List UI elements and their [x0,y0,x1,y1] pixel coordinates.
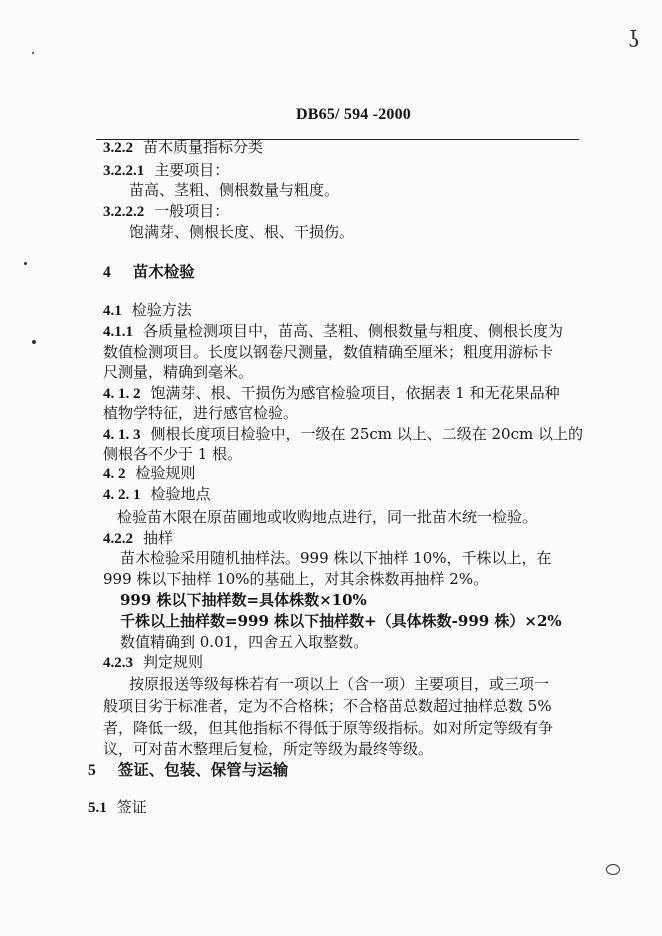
scan-speck [32,340,36,344]
paragraph-line: 按原报送等级每株若有一项以上（含一项）主要项目，或三项一 [129,675,550,693]
paragraph-line: 议，可对苗木整理后复检，所定等级为最终等级。 [103,740,434,758]
section-heading: 4. 2 检验规则 [103,464,196,482]
paragraph-line: 4. 1. 2 饱满芽、根、干损伤为感官检验项目，依据表 1 和无花果品种 [103,384,560,402]
paragraph-line: 4.1.1 各质量检测项目中，苗高、茎粗、侧根数量与粗度、侧根长度为 [103,322,564,340]
document-code: DB65/ 594 -2000 [296,106,411,123]
margin-circle-mark [606,864,620,875]
section-heading: 4.1 检验方法 [103,301,192,319]
section-heading: 3.2.2.1 主要项目： [103,161,230,179]
section-heading: 3.2.2.2 一般项目： [103,202,230,220]
paragraph-line: 苗木检验采用随机抽样法。999 株以下抽样 10%，千株以上，在 [120,549,552,567]
paragraph-line: 检验苗木限在原苗圃地或收购地点进行，同一批苗木统一检验。 [117,508,538,526]
scan-speck [32,52,34,54]
paragraph-line: 者，降低一级，但其他指标不得低于原等级指标。如对所定等级有争 [103,719,554,737]
margin-mark-top-right: ʖ [628,28,640,53]
formula-line: 999 株以下抽样数=具体株数×10% [120,591,367,609]
paragraph-line: 4. 1. 3 侧根长度项目检验中，一级在 25cm 以上、二级在 20cm 以上的 [103,425,583,443]
section-heading: 4. 2. 1 检验地点 [103,485,211,503]
chapter-heading: 5 签证、包装、保管与运输 [88,760,289,779]
section-heading: 4.2.3 判定规则 [103,653,204,671]
paragraph-line: 苗高、茎粗、侧根数量与粗度。 [129,181,340,199]
section-heading: 3.2.2 苗木质量指标分类 [103,138,264,156]
section-heading: 4.2.2 抽样 [103,529,174,547]
paragraph-line: 尺测量，精确到毫米。 [103,363,254,381]
section-heading: 5.1 签证 [88,798,147,816]
scan-speck [24,262,27,265]
chapter-heading: 4 苗木检验 [103,262,195,281]
paragraph-line: 数值检测项目。长度以钢卷尺测量，数值精确至厘米；粗度用游标卡 [103,343,554,361]
paragraph-line: 侧根各不少于 1 根。 [103,445,243,463]
paragraph-line: 般项目劣于标准者，定为不合格株；不合格苗总数超过抽样总数 5% [103,697,552,715]
paragraph-line: 数值精确到 0.01，四舍五入取整数。 [120,633,369,651]
paragraph-line: 植物学特征，进行感官检验。 [103,404,299,422]
paragraph-line: 999 株以下抽样 10%的基础上，对其余株数再抽样 2%。 [103,570,489,588]
paragraph-line: 饱满芽、侧根长度、根、干损伤。 [129,223,355,241]
formula-line: 千株以上抽样数=999 株以下抽样数+（具体株数-999 株）×2% [120,612,562,630]
